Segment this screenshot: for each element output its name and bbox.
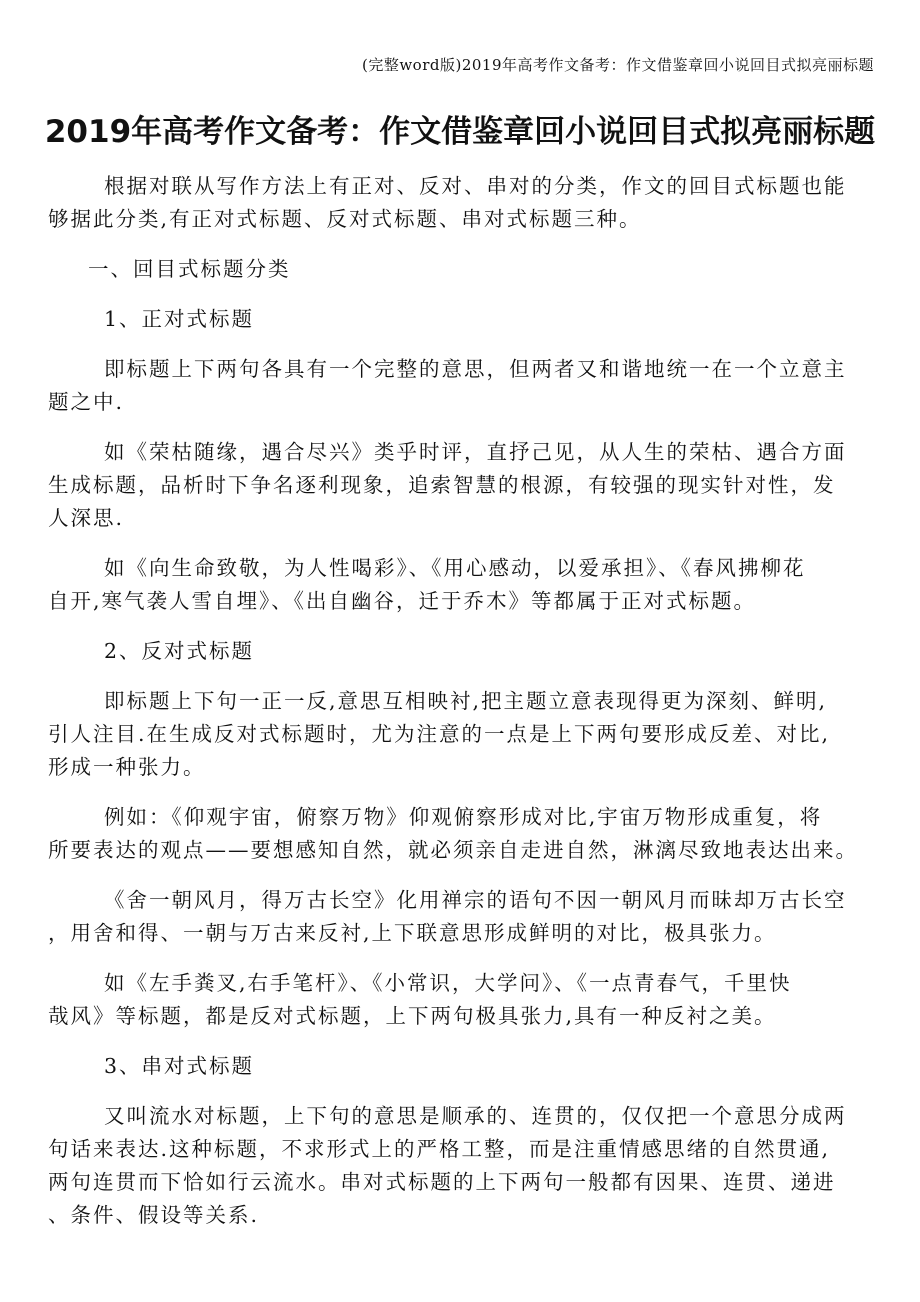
document-title: 2019年高考作文备考：作文借鉴章回小说回目式拟亮丽标题 [44,114,876,150]
text-line: 人深思. [48,506,125,530]
text-line: 例如：《仰观宇宙，俯察万物》仰观俯察形成对比,宇宙万物形成重复，将 [104,805,823,829]
paragraph [48,353,878,419]
text-line: 如《左手粪叉,右手笔杆》、《小常识，大学问》、《一点青春气，千里快 [104,971,792,995]
text-line: 哉风》等标题，都是反对式标题，上下两句极具张力,具有一种反衬之美。 [48,1004,777,1028]
paragraph [48,801,878,867]
text-line: 又叫流水对标题，上下句的意思是顺承的、连贯的，仅仅把一个意思分成两 [104,1104,847,1128]
heading-text: 一、回目式标题分类 [88,257,291,281]
subsection-heading [48,1050,878,1083]
text-line: 所要表达的观点——要想感知自然，就必须亲自走进自然，淋漓尽致地表达出来。 [48,838,858,862]
paragraph [48,685,878,784]
paragraph [48,552,878,618]
text-line: 根据对联从写作方法上有正对、反对、串对的分类，作文的回目式标题也能 [104,174,847,198]
paragraph [48,884,878,950]
text-line: 句话来表达.这种标题，不求形式上的严格工整，而是注重情感思绪的自然贯通, [48,1137,831,1161]
running-header: (完整word版)2019年高考作文备考：作文借鉴章回小说回目式拟亮丽标题 [361,56,874,74]
text-line: 生成标题，品析时下争名逐利现象，追索智慧的根源，有较强的现实针对性，发 [48,473,836,497]
text-line: 如《向生命致敬，为人性喝彩》、《用心感动，以爱承担》、《春风拂柳花 [104,556,806,580]
text-line: 引人注目.在生成反对式标题时，尤为注意的一点是上下两句要形成反差、对比, [48,722,831,746]
paragraph-intro [48,170,878,236]
subsection-heading [48,635,878,668]
section-heading [48,253,878,286]
text-line: 如《荣枯随缘，遇合尽兴》类乎时评，直抒己见，从人生的荣枯、遇合方面 [104,440,847,464]
heading-text: 3、串对式标题 [104,1054,255,1078]
paragraph [48,1100,878,1232]
text-line: 题之中. [48,390,125,414]
paragraph [48,436,878,535]
document-body [48,170,878,1249]
text-line: 自开,寒气袭人雪自埋》、《出自幽谷，迁于乔木》等都属于正对式标题。 [48,589,757,613]
heading-text: 1、正对式标题 [104,307,255,331]
text-line: 即标题上下句一正一反,意思互相映衬,把主题立意表现得更为深刻、鲜明, [104,689,828,713]
heading-text: 2、反对式标题 [104,639,255,663]
text-line: ，用舍和得、一朝与万古来反衬,上下联意思形成鲜明的对比，极具张力。 [48,921,777,945]
text-line: 够据此分类,有正对式标题、反对式标题、串对式标题三种。 [48,207,642,231]
text-line: 即标题上下两句各具有一个完整的意思，但两者又和谐地统一在一个立意主 [104,357,847,381]
paragraph [48,967,878,1033]
text-line: 两句连贯而下恰如行云流水。串对式标题的上下两句一般都有因果、连贯、递进 [48,1170,836,1194]
subsection-heading [48,303,878,336]
text-line: 《舍一朝风月，得万古长空》化用禅宗的语句不因一朝风月而昧却万古长空 [104,888,847,912]
text-line: 形成一种张力。 [48,755,206,779]
text-line: 、条件、假设等关系. [48,1203,260,1227]
